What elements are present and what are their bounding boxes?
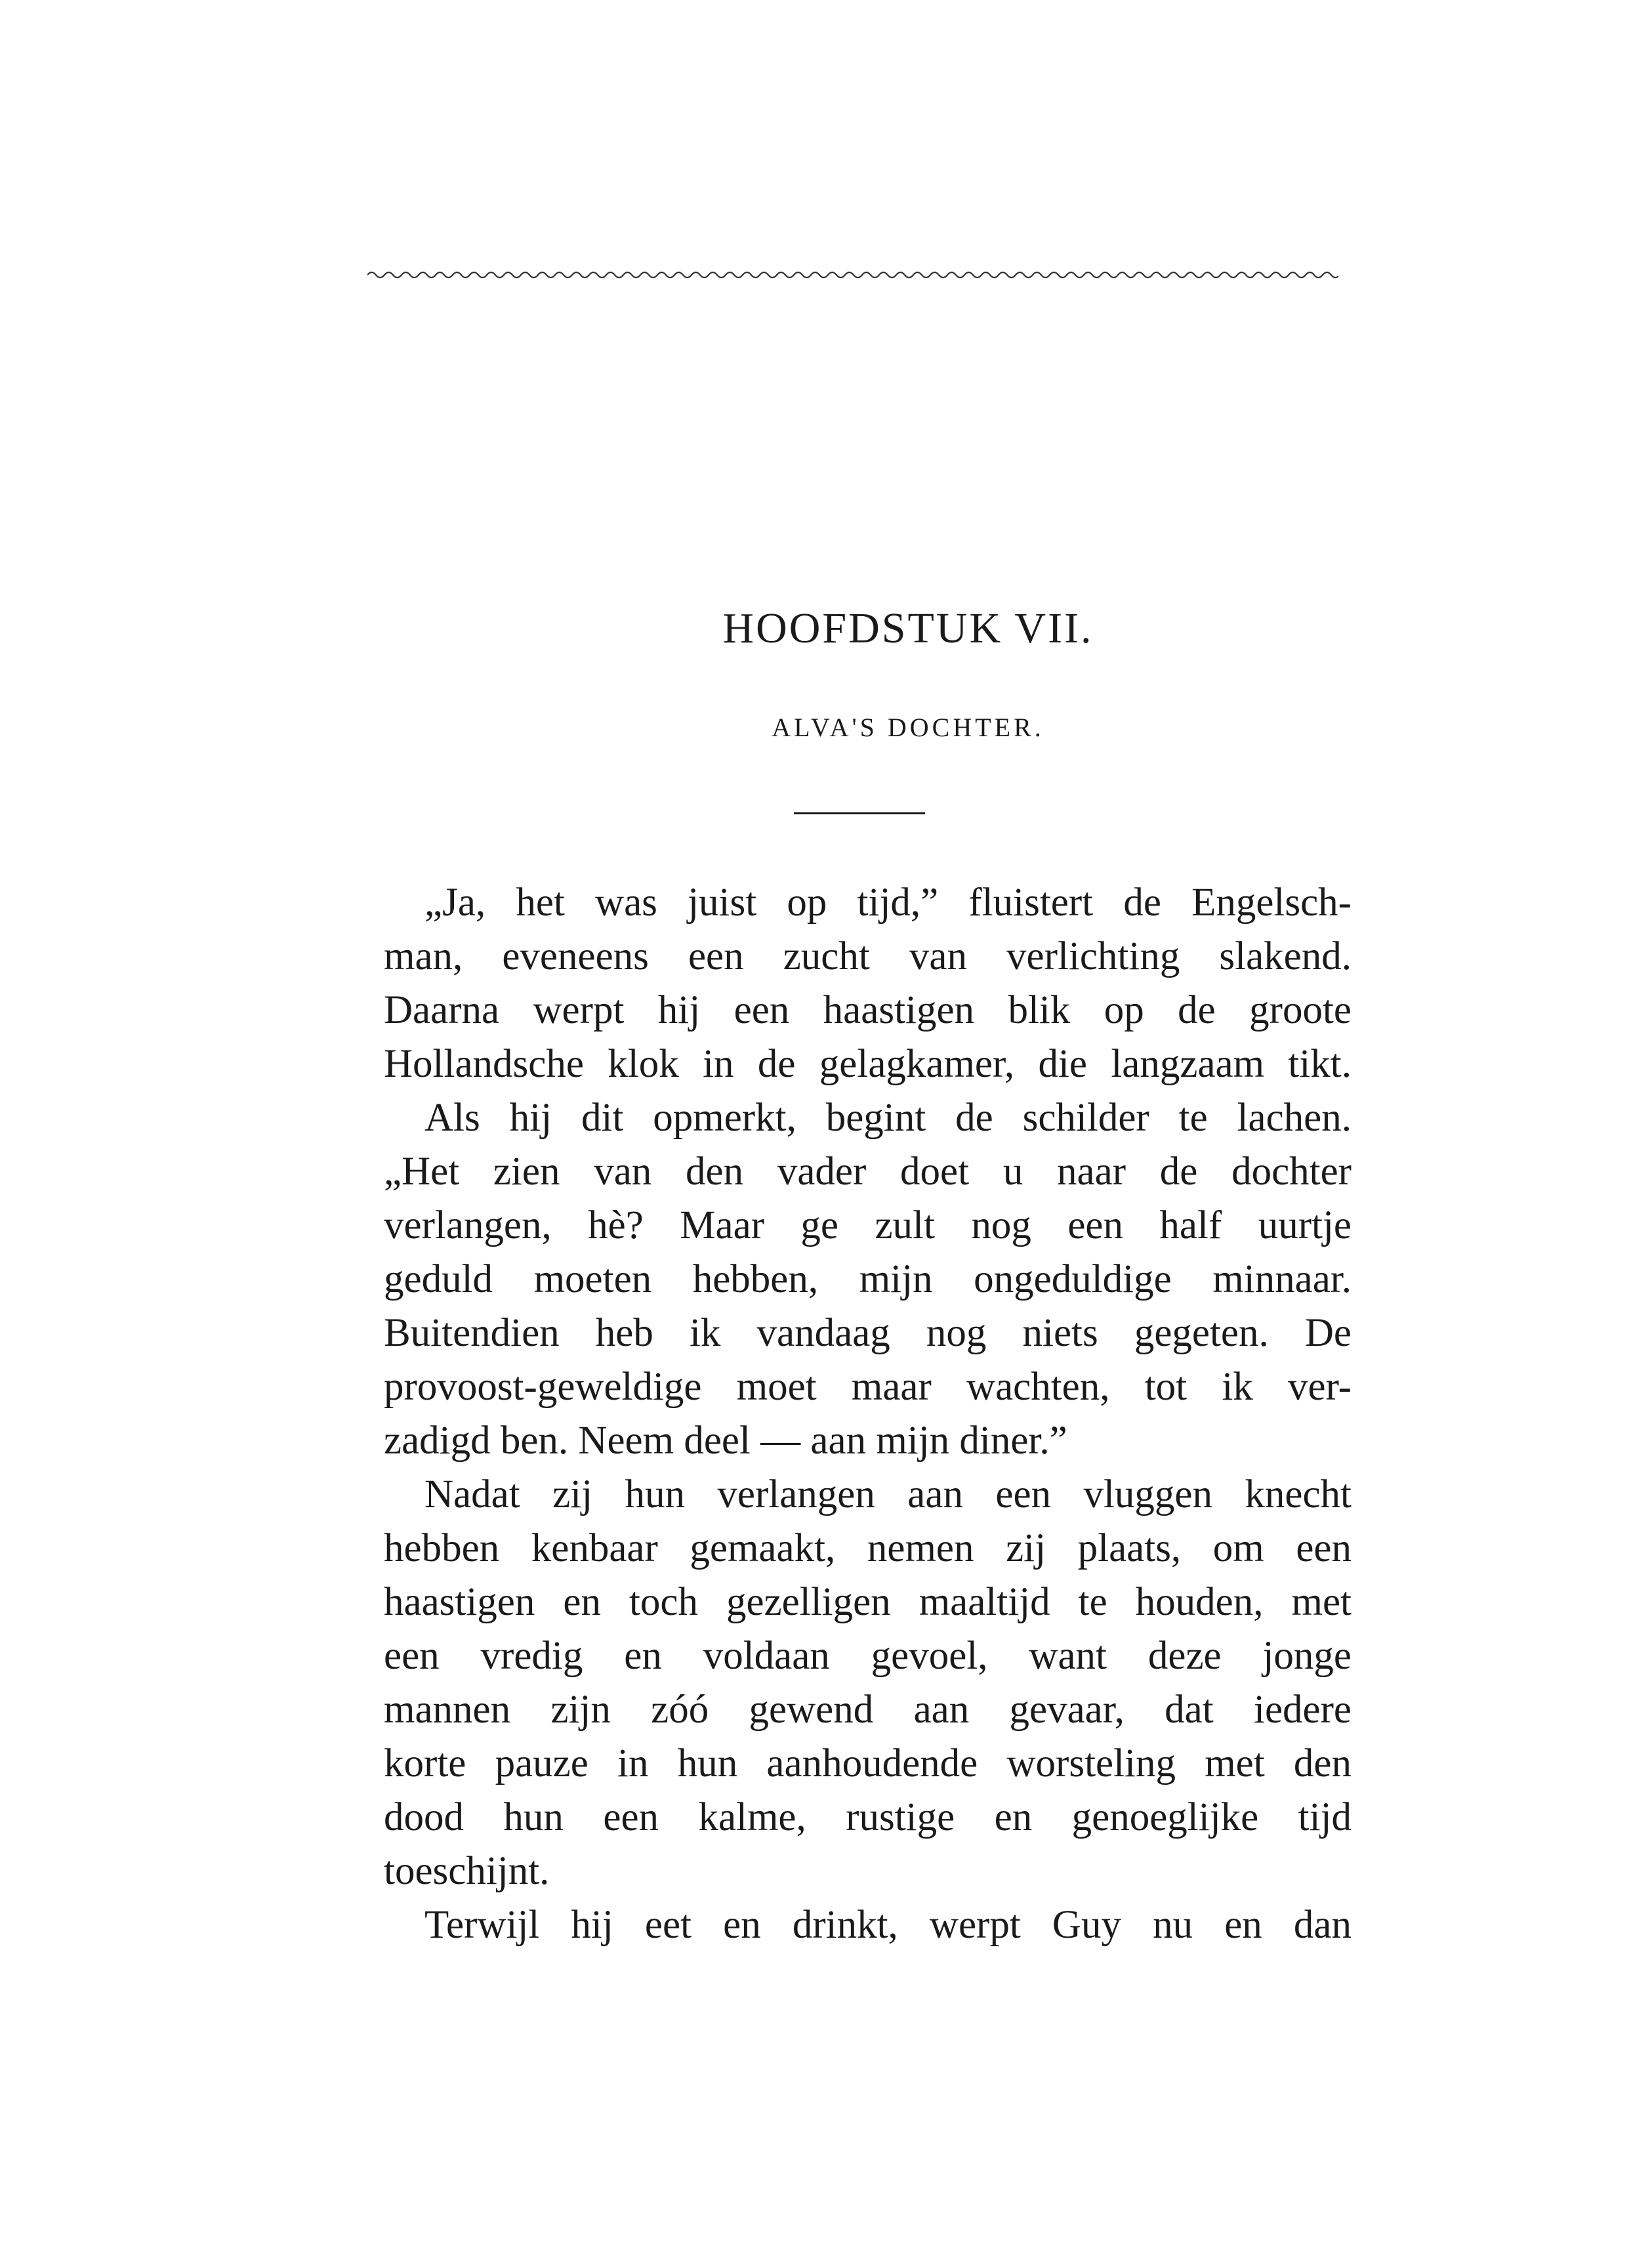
text-line: Als hij dit opmerkt, begint de schilder te lachen. (424, 1096, 1352, 1140)
text-line: Daarna werpt hij een haastigen blik op de groote (384, 988, 1352, 1032)
text-line: Nadat zij hun verlangen aan een vluggen knecht (424, 1472, 1352, 1516)
text-line: Terwijl hij eet en drinkt, werpt Guy nu en dan (424, 1903, 1352, 1947)
body-text (384, 876, 1352, 1952)
text-line: toeschijnt. (384, 1849, 550, 1893)
text-line: „Het zien van den vader doet u naar de dochter (384, 1150, 1352, 1194)
chapter-subtitle: ALVA'S DOCHTER. (772, 713, 1044, 742)
wavy-rule-ornament (367, 265, 1338, 285)
chapter-title: HOOFDSTUK VII. (722, 604, 1094, 652)
text-line: dood hun een kalme, rustige en genoeglijke tijd (384, 1795, 1352, 1839)
text-line: Buitendien heb ik vandaag nog niets gegeten. De (384, 1311, 1352, 1355)
text-line: een vredig en voldaan gevoel, want deze jonge (384, 1634, 1352, 1678)
text-line: Hollandsche klok in de gelagkamer, die langzaam tikt. (384, 1042, 1352, 1086)
text-line: korte pauze in hun aanhoudende worsteling met den (384, 1741, 1352, 1785)
text-line: „Ja, het was juist op tijd,” fluistert de Engelsch- (424, 881, 1352, 925)
text-line: mannen zijn zóó gewend aan gevaar, dat iedere (384, 1688, 1352, 1732)
text-line: geduld moeten hebben, mijn ongeduldige minnaar. (384, 1257, 1352, 1301)
text-line: haastigen en toch gezelligen maaltijd te houden, met (384, 1580, 1352, 1624)
text-line: verlangen, hè? Maar ge zult nog een half uurtje (384, 1203, 1352, 1247)
text-line: provoost-geweldige moet maar wachten, tot ik ver- (384, 1365, 1352, 1409)
text-line: man, eveneens een zucht van verlichting slakend. (384, 934, 1352, 978)
text-line: zadigd ben. Neem deel — aan mijn diner.” (384, 1419, 1067, 1463)
section-divider (794, 812, 925, 814)
text-line: hebben kenbaar gemaakt, nemen zij plaats, om een (384, 1526, 1352, 1570)
